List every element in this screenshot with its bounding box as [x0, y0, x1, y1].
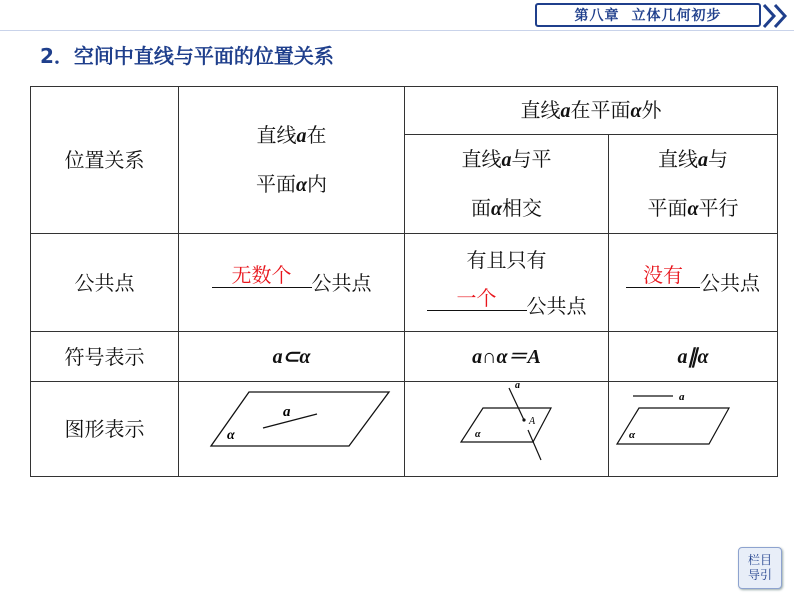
symbol-parallel: a∥α — [609, 332, 778, 382]
figure-parallel — [609, 382, 778, 477]
answer-blank: 无数个 — [212, 263, 312, 288]
common-point-intersect: 有且只有 一个 公共点 — [405, 234, 609, 332]
svg-text:α: α — [629, 429, 636, 441]
figure-in-plane — [179, 382, 405, 477]
section-nav-button[interactable] — [738, 547, 782, 589]
line-in-plane-diagram — [179, 382, 405, 476]
symbol-intersect: a∩α＝A — [405, 332, 609, 382]
svg-text:a: a — [679, 391, 685, 403]
chapter-banner — [535, 3, 761, 27]
relation-table — [30, 86, 778, 477]
figure-intersect — [405, 382, 609, 477]
symbol-in-plane: a⊂α — [179, 332, 405, 382]
header-position-relation: 位置关系 — [31, 87, 179, 234]
line-parallel-plane-diagram — [609, 382, 778, 476]
chapter-title: 立体几何初步 — [631, 8, 722, 24]
figure-label: 图形表示 — [31, 382, 179, 477]
symbol-label: 符号表示 — [31, 332, 179, 382]
section-heading: 2．空间中直线与平面的位置关系 — [40, 44, 334, 68]
nav-label-line2: 导引 — [747, 568, 772, 582]
header-parallel: 直线a与 平面α平行 — [609, 135, 778, 234]
header-outside-plane: 直线a在平面α外 — [405, 87, 778, 135]
header-divider — [0, 30, 794, 31]
header-in-plane: 直线a在 平面α内 — [179, 87, 405, 234]
answer-blank: 没有 — [626, 263, 700, 288]
answer-blank: 一个 — [427, 286, 527, 311]
chapter-number: 第八章 — [574, 8, 620, 24]
svg-text:a: a — [515, 382, 520, 391]
svg-text:A: A — [529, 416, 536, 427]
svg-text:α: α — [227, 428, 235, 443]
svg-text:α: α — [475, 429, 481, 440]
common-point-parallel: 没有 公共点 — [609, 234, 778, 332]
double-chevron-icon — [760, 2, 794, 30]
line-intersect-plane-diagram — [405, 382, 609, 476]
nav-label-line1: 栏目 — [747, 553, 772, 567]
common-point-in-plane: 无数个 公共点 — [179, 234, 405, 332]
header-intersect: 直线a与平 面α相交 — [405, 135, 609, 234]
common-point-label: 公共点 — [31, 234, 179, 332]
svg-text:a: a — [283, 404, 291, 420]
